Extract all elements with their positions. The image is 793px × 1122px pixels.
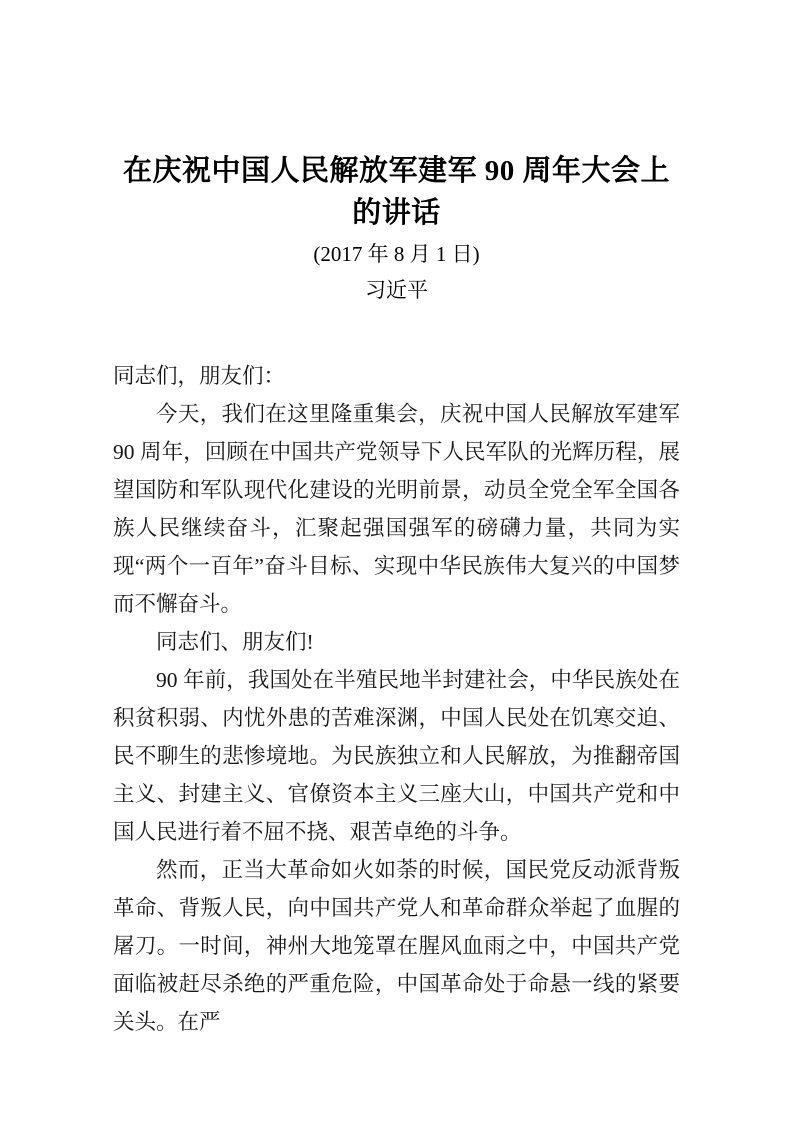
paragraph: 今天，我们在这里隆重集会，庆祝中国人民解放军建军 90 周年，回顾在中国共产党领导下人民军队的光辉历程，展望国防和军队现代化建设的光明前景，动员全党全军全国各族人民继续奋斗，汇聚起强国强军的磅礴力量，共同为实现“两个一百年”奋斗目标、实现中华民族伟大复兴的中国梦而不懈奋斗。: [113, 402, 680, 616]
paragraph: 同志们、朋友们!: [156, 630, 314, 654]
paragraph: 然而，正当大革命如火如荼的时候，国民党反动派背叛革命、背叛人民，向中国共产党人和革命群众举起了血腥的屠刀。一时间，神州大地笼罩在腥风血雨之中，中国共产党面临被赶尽杀绝的严重危险，中国革命处于命悬一线的紧要关头。在严: [113, 858, 680, 1034]
paragraph: 90 年前，我国处在半殖民地半封建社会，中华民族处在积贫积弱、内忧外患的苦难深渊，中国人民处在饥寒交迫、民不聊生的悲惨境地。为民族独立和人民解放，为推翻帝国主义、封建主义、官僚资本主义三座大山，中国共产党和中国人民进行着不屈不挠、艰苦卓绝的斗争。: [113, 668, 680, 844]
document-title: 在庆祝中国人民解放军建军 90 周年大会上的讲话: [122, 155, 670, 229]
paragraph: 同志们，朋友们：: [113, 364, 286, 388]
document-author: 习近平: [365, 278, 428, 302]
document-content: [113, 0, 680, 1041]
document-body: [113, 357, 680, 1041]
document-date: (2017 年 8 月 1 日): [313, 242, 480, 266]
